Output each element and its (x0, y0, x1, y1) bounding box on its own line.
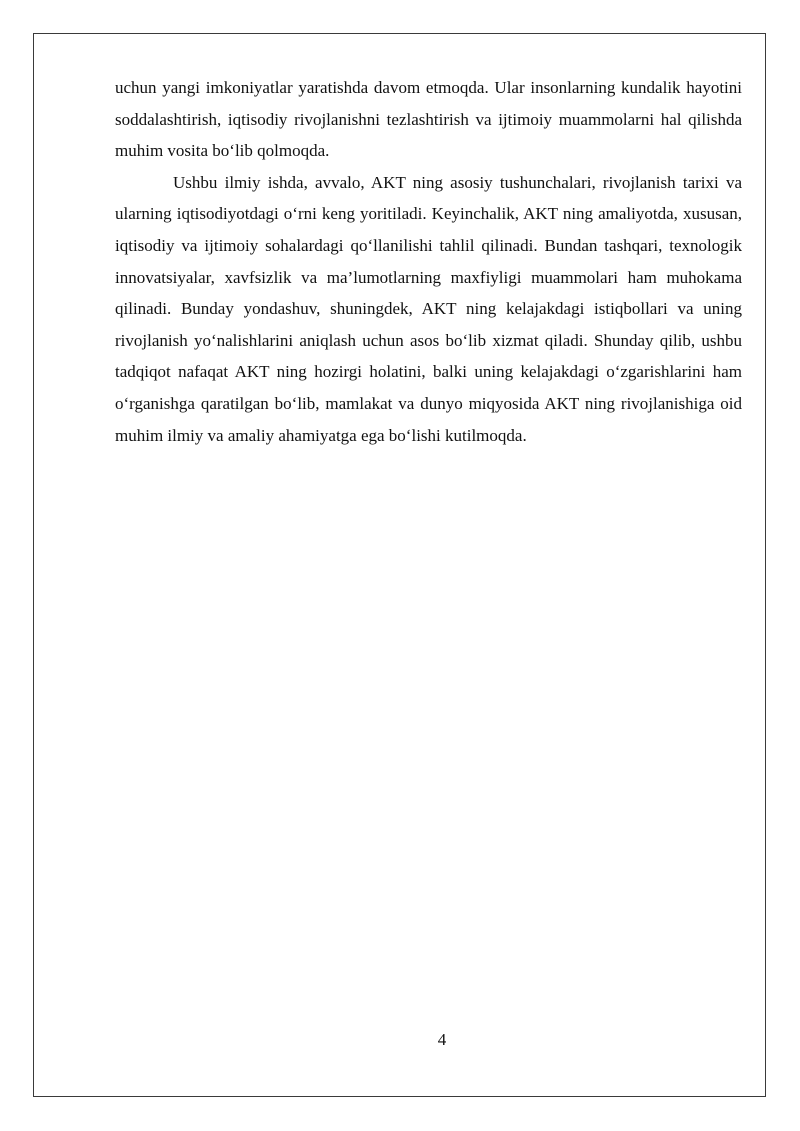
document-body (115, 72, 742, 451)
paragraph-continuation: uchun yangi imkoniyatlar yaratishda davom etmoqda. Ular insonlarning kundalik hayotini soddalashtirish, iqtisodiy rivojlanishni tezlashtirish va ijtimoiy muammolarni hal qilishda muhim vosita bo‘lib qolmoqda. (115, 78, 742, 161)
paragraph-research-overview: Ushbu ilmiy ishda, avvalo, AKT ning asosiy tushunchalari, rivojlanish tarixi va ularning iqtisodiyotdagi o‘rni keng yoritiladi. Keyinchalik, AKT ning amaliyotda, xususan, iqtisodiy va ijtimoiy sohalardagi qo‘llanilishi tahlil qilinadi. Bundan tashqari, texnologik innovatsiyalar, xavfsizlik va ma’lumotlarning maxfiyligi muammolari ham muhokama qilinadi. Bunday yondashuv, shuningdek, AKT ning kelajakdagi istiqbollari va uning rivojlanish yo‘nalishlarini aniqlash uchun asos bo‘lib xizmat qiladi. Shunday qilib, ushbu tadqiqot nafaqat AKT ning hozirgi holatini, balki uning kelajakdagi o‘zgarishlarini ham o‘rganishga qaratilgan bo‘lib, mamlakat va dunyo miqyosida AKT ning rivojlanishiga oid muhim ilmiy va amaliy ahamiyatga ega bo‘lishi kutilmoqda. (115, 172, 742, 445)
page-number: 4 (437, 1030, 447, 1049)
